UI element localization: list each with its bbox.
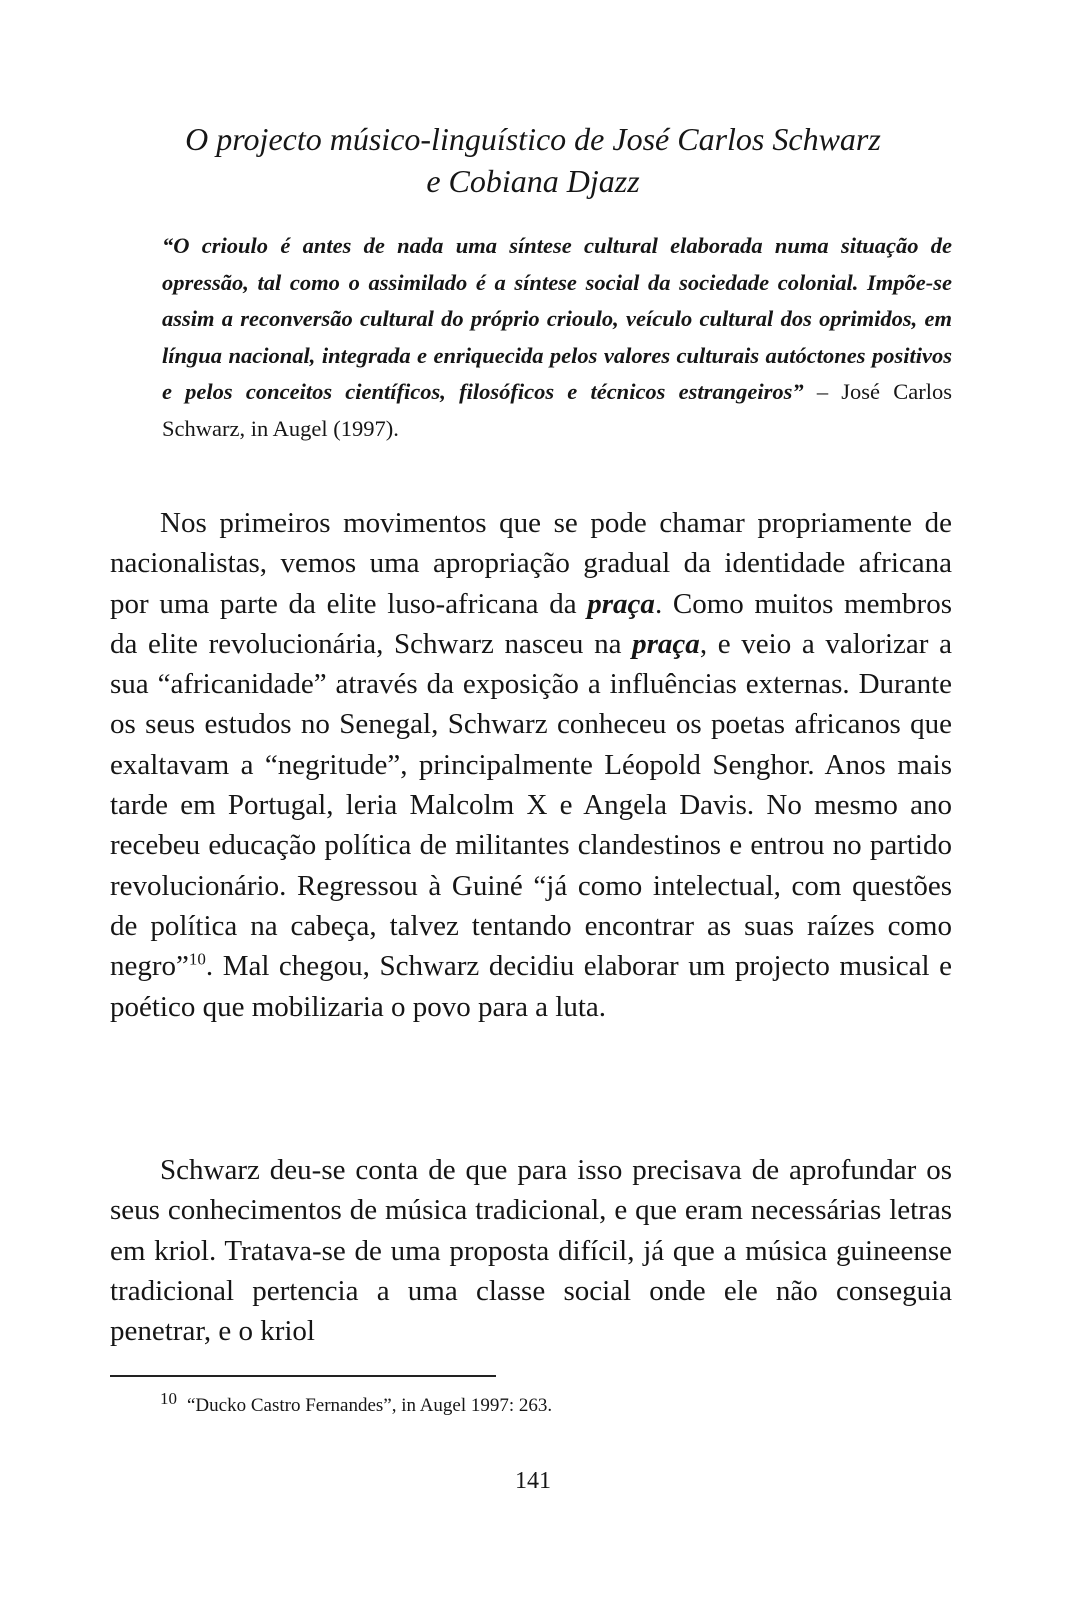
chapter-title-line-1: O projecto músico-linguístico de José Carlos Schwarz <box>185 121 881 157</box>
paragraph-2: Schwarz deu-se conta de que para isso precisava de aprofundar os seus conhecimentos de música tradicional, e que eram necessárias letras em kriol. Tratava-se de uma proposta difícil, já que a música guineense tradicional pertencia a uma classe social onde ele não conseguia penetrar, e o kriol <box>110 1154 952 1348</box>
footnote-text: “Ducko Castro Fernandes”, in Augel 1997: 263. <box>187 1395 553 1416</box>
page-number: 141 <box>515 1468 551 1494</box>
epigraph-quote: “O crioulo é antes de nada uma síntese cultural elaborada numa situação de opressão, tal como o assimilado é a síntese social da sociedade colonial. Impõe-se assim a reconversão cultural do próprio crioulo, veículo cultural dos oprimidos, em língua nacional, integrada e enriquecida pelos valores culturais autóctones positivos e pelos conceitos científicos, filosóficos e técnicos estrangeiros” <box>162 233 952 404</box>
paragraph-1-part-4: . Mal chegou, Schwarz decidiu elaborar um projecto musical e poético que mobilizaria o povo para a luta. <box>110 950 952 1023</box>
footnote-reference[interactable]: 10 <box>188 949 206 969</box>
chapter-title-line-2: e Cobiana Djazz <box>426 163 640 199</box>
paragraph-1-part-2: . Como muitos membros da elite revolucionária, Schwarz nasceu na <box>110 587 952 660</box>
epigraph-attribution: – José Carlos Schwarz, in Augel (1997). <box>162 379 952 441</box>
footnote <box>160 1388 940 1420</box>
footnote-divider <box>110 1375 496 1377</box>
italic-term-praca-2: praça <box>632 627 700 660</box>
paragraph-1-part-1: Nos primeiros movimentos que se pode chamar propriamente de nacionalistas, vemos uma apropriação gradual da identidade africana por uma parte da elite luso-africana da <box>110 507 952 620</box>
paragraph-1 <box>110 503 952 1027</box>
italic-term-praca-1: praça <box>587 587 655 620</box>
paragraph-1-part-3: , e veio a valorizar a sua “africanidade” através da exposição a influências externas. Durante os seus estudos no Senegal, Schwarz conheceu os poetas africanos que exaltavam a “negritude”, principalmente Léopold Senghor. Anos mais tarde em Portugal, leria Malcolm X e Angela Davis. No mesmo ano recebeu educação política de militantes clandestinos e entrou no partido revolucionário. Regressou à Guiné “já como intelectual, com questões de política na cabeça, talvez tentando encontrar as suas raízes como negro” <box>110 627 952 983</box>
epigraph <box>162 228 952 447</box>
footnote-number: 10 <box>160 1388 177 1408</box>
